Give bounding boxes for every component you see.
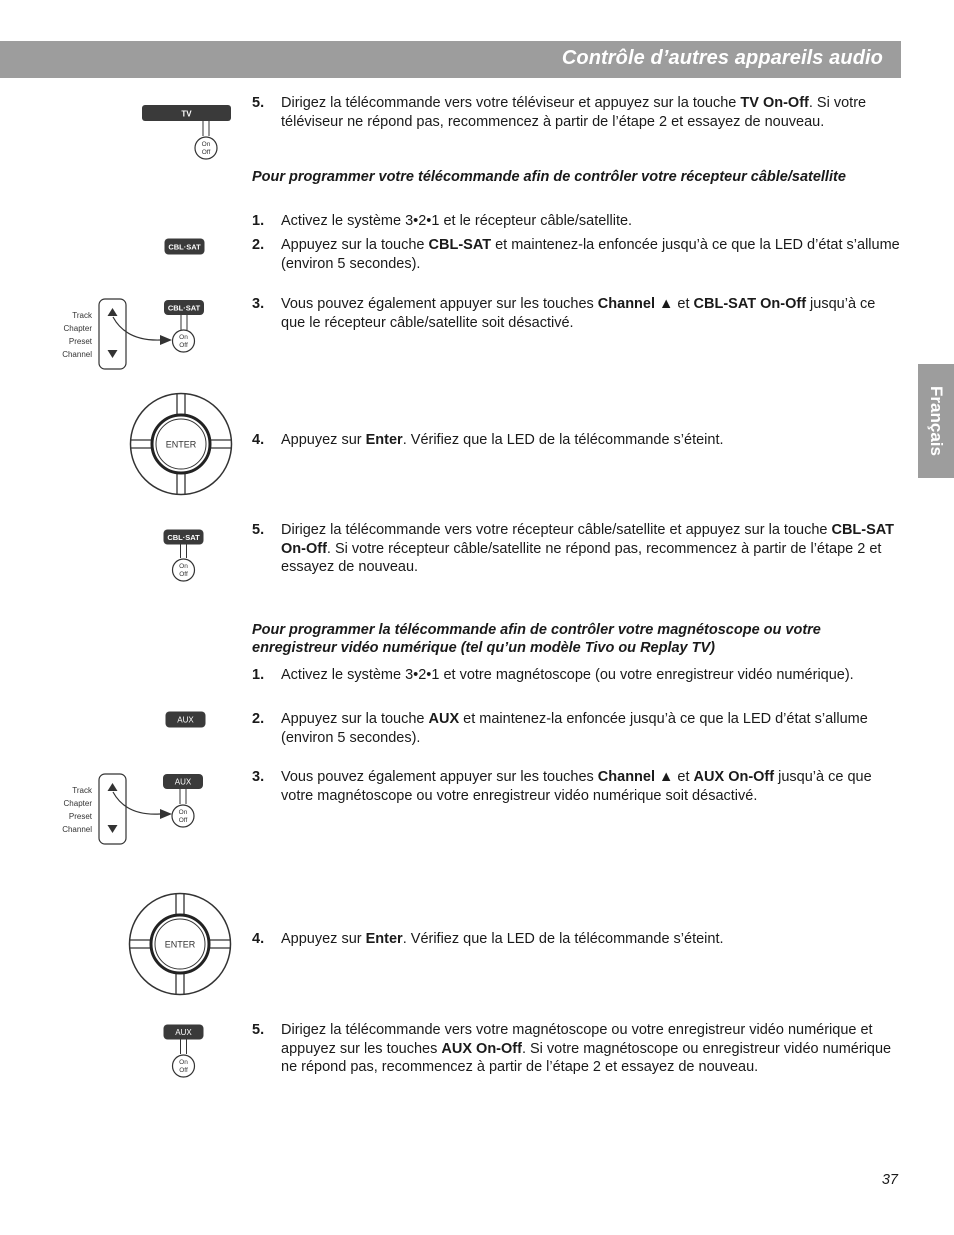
svg-text:Track: Track (72, 786, 92, 795)
svg-text:ENTER: ENTER (164, 939, 196, 950)
vcr-step-4: 4. Appuyez sur Enter. Vérifiez que la LED de la télécommande s’éteint. (252, 931, 724, 947)
tv-button-label: TV (181, 109, 192, 119)
cbl-sat-button-illustration (164, 238, 206, 256)
svg-text:Chapter: Chapter (63, 324, 92, 333)
svg-text:On: On (179, 334, 188, 341)
svg-text:AUX: AUX (175, 1028, 192, 1037)
aux-on-off-illustration (163, 1024, 205, 1080)
vcr-step-5: 5. Dirigez la télécommande vers votre magnétoscope ou votre enregistreur vidéo numérique et appuyez sur les touches AUX On-Off. Si votre magnétoscope ou enregistreur vidéo numérique ne répond pas, recommencez à partir de l’étape 2 et essayez de nouveau. (252, 1022, 892, 1075)
cable-step-4: 4. Appuyez sur Enter. Vérifiez que la LED de la télécommande s’éteint. (252, 432, 724, 448)
vcr-step-1: 1. Activez le système 3•2•1 et votre magnétoscope (ou votre enregistreur vidéo numérique). (252, 667, 854, 683)
language-tab-label: Français (927, 386, 946, 456)
svg-text:CBL·SAT: CBL·SAT (167, 303, 201, 313)
cable-section-heading: Pour programmer votre télécommande afin de contrôler votre récepteur câble/satellite (252, 169, 846, 185)
svg-text:CBL·SAT: CBL·SAT (167, 533, 200, 542)
svg-text:On: On (179, 563, 188, 570)
aux-button-illustration (165, 711, 207, 729)
vcr-step-3: 3. Vous pouvez également appuyer sur les touches Channel ▲ et AUX On-Off jusqu’à ce que votre magnétoscope ou votre enregistreur vidéo numérique soit désactivé. (252, 769, 872, 804)
svg-text:Off: Off (201, 149, 211, 156)
svg-text:Off: Off (179, 1067, 188, 1074)
svg-text:Chapter: Chapter (63, 799, 92, 808)
svg-text:Off: Off (179, 342, 188, 349)
svg-text:ENTER: ENTER (165, 439, 197, 450)
cable-step-1: 1. Activez le système 3•2•1 et le récepteur câble/satellite. (252, 213, 633, 229)
svg-text:Channel: Channel (62, 825, 92, 834)
tv-step-5: 5. Dirigez la télécommande vers votre téléviseur et appuyez sur la touche TV On-Off. Si votre téléviseur ne répond pas, recommencez à partir de l’étape 2 et essayez de nouveau. (252, 95, 867, 130)
svg-text:Off: Off (179, 571, 188, 578)
cbl-sat-button-label: CBL·SAT (168, 242, 201, 252)
header-bar (0, 41, 901, 78)
cable-step-3: 3. Vous pouvez également appuyer sur les touches Channel ▲ et CBL-SAT On-Off jusqu’à ce que le récepteur câble/satellite soit désactivé. (252, 296, 876, 331)
language-tab (918, 364, 954, 478)
svg-text:Preset: Preset (68, 337, 92, 346)
page-number: 37 (881, 1172, 898, 1188)
enter-button-illustration (128, 892, 232, 996)
svg-text:Preset: Preset (68, 812, 92, 821)
vcr-step-2: 2. Appuyez sur la touche AUX et maintenez-la enfoncée jusqu’à ce que la LED d’état s’allume (environ 5 secondes). (252, 711, 868, 746)
cbl-sat-on-off-illustration (163, 529, 205, 583)
svg-text:On: On (201, 141, 211, 148)
svg-text:On: On (179, 1059, 188, 1066)
enter-button-illustration (129, 392, 233, 496)
aux-button-label: AUX (177, 715, 194, 725)
svg-text:Off: Off (178, 817, 188, 824)
channel-cbl-sat-illustration (56, 297, 216, 373)
channel-aux-illustration (56, 772, 216, 848)
svg-text:Channel: Channel (62, 350, 92, 359)
vcr-section-heading: Pour programmer la télécommande afin de contrôler votre magnétoscope ou votre enregistreur vidéo numérique (tel qu’un modèle Tivo ou Replay TV) (252, 622, 821, 656)
page-title: Contrôle d’autres appareils audio (561, 47, 883, 69)
tv-on-off-illustration (141, 104, 241, 162)
svg-text:Track: Track (72, 311, 92, 320)
cable-step-5: 5. Dirigez la télécommande vers votre récepteur câble/satellite et appuyez sur la touche CBL-SAT On-Off. Si votre récepteur câble/satellite ne répond pas, recommencez à partir de l’étape 2 et essayez de nouveau. (252, 522, 895, 575)
svg-text:AUX: AUX (174, 777, 192, 787)
cable-step-2: 2. Appuyez sur la touche CBL-SAT et maintenez-la enfoncée jusqu’à ce que la LED d’état s’allume (environ 5 secondes). (252, 237, 900, 272)
svg-text:On: On (178, 809, 188, 816)
